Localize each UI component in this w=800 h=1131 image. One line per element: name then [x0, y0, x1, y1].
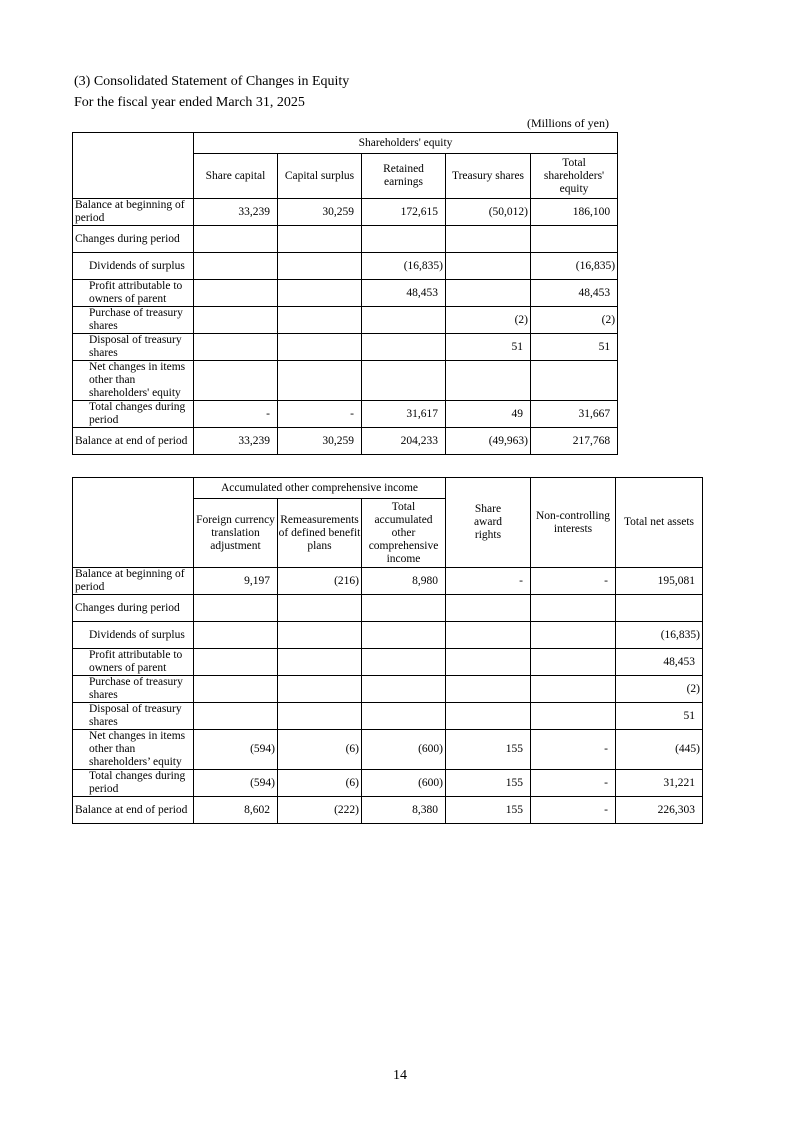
- cell: 155: [446, 730, 531, 770]
- cell: [194, 307, 278, 334]
- cell: [194, 595, 278, 622]
- cell: (2): [616, 676, 703, 703]
- cell: (49,963): [446, 428, 531, 455]
- cell: 30,259: [278, 199, 362, 226]
- column-header: Share capital: [194, 154, 278, 199]
- cell: [194, 253, 278, 280]
- cell: (600): [362, 770, 446, 797]
- table-row: [73, 770, 703, 797]
- table-row: [73, 568, 703, 595]
- cell: 30,259: [278, 428, 362, 455]
- column-header: Total accumulated other comprehensive income: [362, 499, 446, 568]
- cell: [194, 622, 278, 649]
- cell: [278, 226, 362, 253]
- cell: [446, 622, 531, 649]
- cell: [278, 622, 362, 649]
- cell: (216): [278, 568, 362, 595]
- cell: [362, 307, 446, 334]
- row-label: Disposal of treasury shares: [73, 334, 194, 361]
- cell: [446, 280, 531, 307]
- statement-title: (3) Consolidated Statement of Changes in Equity: [74, 74, 350, 89]
- column-header: Remeasurements of defined benefit plans: [278, 499, 362, 568]
- cell: [194, 703, 278, 730]
- cell: [362, 334, 446, 361]
- cell: [531, 703, 616, 730]
- stub-header: [73, 478, 194, 568]
- cell: -: [531, 568, 616, 595]
- table-row: [73, 797, 703, 824]
- cell: [278, 703, 362, 730]
- row-label: Disposal of treasury shares: [73, 703, 194, 730]
- cell: [278, 676, 362, 703]
- cell: [362, 649, 446, 676]
- cell: [194, 280, 278, 307]
- cell: -: [446, 568, 531, 595]
- cell: 8,980: [362, 568, 446, 595]
- cell: [278, 253, 362, 280]
- cell: 33,239: [194, 428, 278, 455]
- row-label: Dividends of surplus: [73, 622, 194, 649]
- cell: (16,835): [616, 622, 703, 649]
- cell: 155: [446, 770, 531, 797]
- row-label: Balance at beginning of period: [73, 568, 194, 595]
- column-header: Retained earnings: [362, 154, 446, 199]
- cell: [616, 595, 703, 622]
- cell: 226,303: [616, 797, 703, 824]
- group-header: Accumulated other comprehensive income: [194, 478, 446, 499]
- row-label: Changes during period: [73, 226, 194, 253]
- cell: -: [531, 770, 616, 797]
- cell: (50,012): [446, 199, 531, 226]
- cell: [278, 649, 362, 676]
- cell: (16,835): [362, 253, 446, 280]
- table-row: [73, 307, 618, 334]
- stub-header: [73, 133, 194, 199]
- cell: [278, 361, 362, 401]
- cell: 33,239: [194, 199, 278, 226]
- column-header: Total net assets: [616, 478, 703, 568]
- other-comprehensive-income-table: [72, 477, 703, 824]
- cell: (222): [278, 797, 362, 824]
- cell: 31,617: [362, 401, 446, 428]
- row-label: Total changes during period: [73, 770, 194, 797]
- row-label: Changes during period: [73, 595, 194, 622]
- cell: [278, 334, 362, 361]
- row-label: Balance at beginning of period: [73, 199, 194, 226]
- cell: 51: [446, 334, 531, 361]
- cell: 8,602: [194, 797, 278, 824]
- table-row: [73, 676, 703, 703]
- cell: (16,835): [531, 253, 618, 280]
- cell: 8,380: [362, 797, 446, 824]
- cell: [531, 676, 616, 703]
- row-label: Profit attributable to owners of parent: [73, 649, 194, 676]
- row-label: Profit attributable to owners of parent: [73, 280, 194, 307]
- cell: -: [531, 797, 616, 824]
- cell: [194, 361, 278, 401]
- cell: 186,100: [531, 199, 618, 226]
- row-label: Purchase of treasury shares: [73, 676, 194, 703]
- cell: [362, 676, 446, 703]
- table-row: [73, 361, 618, 401]
- cell: 48,453: [362, 280, 446, 307]
- cell: -: [278, 401, 362, 428]
- cell: 195,081: [616, 568, 703, 595]
- cell: (6): [278, 730, 362, 770]
- cell: [446, 703, 531, 730]
- cell: 217,768: [531, 428, 618, 455]
- table-row: [73, 595, 703, 622]
- cell: [531, 361, 618, 401]
- table-row: [73, 622, 703, 649]
- cell: [362, 703, 446, 730]
- cell: (600): [362, 730, 446, 770]
- cell: [362, 226, 446, 253]
- units-note: (Millions of yen): [527, 116, 609, 130]
- cell: (594): [194, 730, 278, 770]
- table-row: [73, 253, 618, 280]
- cell: 49: [446, 401, 531, 428]
- row-label: Balance at end of period: [73, 428, 194, 455]
- table-row: [73, 280, 618, 307]
- cell: 31,667: [531, 401, 618, 428]
- column-header: Share award rights: [446, 478, 531, 568]
- cell: -: [531, 730, 616, 770]
- cell: (2): [531, 307, 618, 334]
- cell: [446, 649, 531, 676]
- row-label: Purchase of treasury shares: [73, 307, 194, 334]
- table-row: [73, 649, 703, 676]
- cell: [194, 676, 278, 703]
- column-header: Treasury shares: [446, 154, 531, 199]
- cell: [194, 649, 278, 676]
- cell: 155: [446, 797, 531, 824]
- cell: [446, 595, 531, 622]
- cell: (2): [446, 307, 531, 334]
- row-label: Dividends of surplus: [73, 253, 194, 280]
- cell: 48,453: [616, 649, 703, 676]
- cell: 48,453: [531, 280, 618, 307]
- row-label: Total changes during period: [73, 401, 194, 428]
- group-header: Shareholders' equity: [194, 133, 618, 154]
- table-row: [73, 334, 618, 361]
- row-label: Net changes in items other than shareholders’ equity: [73, 730, 194, 770]
- cell: [446, 676, 531, 703]
- cell: [446, 253, 531, 280]
- table-row: [73, 199, 618, 226]
- column-header: Foreign currency translation adjustment: [194, 499, 278, 568]
- cell: [362, 361, 446, 401]
- cell: 51: [616, 703, 703, 730]
- shareholders-equity-table: [72, 132, 618, 455]
- cell: [446, 361, 531, 401]
- table-row: [73, 226, 618, 253]
- row-label: Net changes in items other than shareholders' equity: [73, 361, 194, 401]
- cell: 51: [531, 334, 618, 361]
- column-header: Non-controlling interests: [531, 478, 616, 568]
- cell: [531, 226, 618, 253]
- table-row: [73, 428, 618, 455]
- cell: [531, 649, 616, 676]
- cell: (445): [616, 730, 703, 770]
- cell: [531, 595, 616, 622]
- cell: (594): [194, 770, 278, 797]
- cell: 204,233: [362, 428, 446, 455]
- column-header: Capital surplus: [278, 154, 362, 199]
- cell: [362, 595, 446, 622]
- cell: 31,221: [616, 770, 703, 797]
- table-row: [73, 703, 703, 730]
- cell: [531, 622, 616, 649]
- table-row: [73, 401, 618, 428]
- cell: -: [194, 401, 278, 428]
- cell: 172,615: [362, 199, 446, 226]
- row-label: Balance at end of period: [73, 797, 194, 824]
- cell: [446, 226, 531, 253]
- cell: [194, 226, 278, 253]
- page-number: 14: [393, 1068, 407, 1083]
- table-row: [73, 730, 703, 770]
- cell: [278, 307, 362, 334]
- cell: [278, 280, 362, 307]
- cell: [362, 622, 446, 649]
- cell: [278, 595, 362, 622]
- column-header: Total shareholders' equity: [531, 154, 618, 199]
- cell: (6): [278, 770, 362, 797]
- cell: 9,197: [194, 568, 278, 595]
- cell: [194, 334, 278, 361]
- fiscal-period: For the fiscal year ended March 31, 2025: [74, 95, 305, 110]
